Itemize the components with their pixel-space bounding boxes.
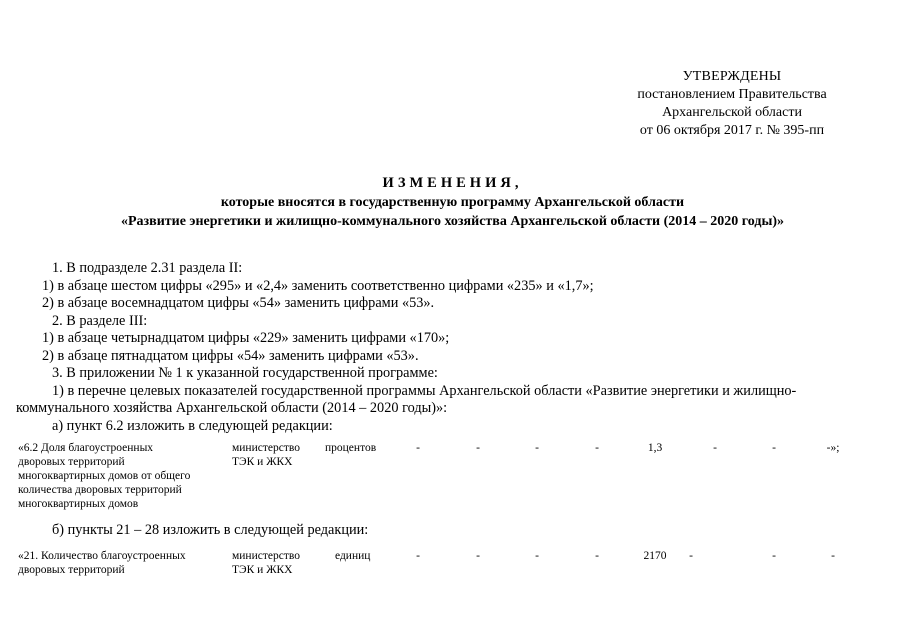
ministry-line: ТЭК и ЖКХ <box>232 564 293 576</box>
approval-stamp <box>617 68 847 140</box>
value-cell: - <box>772 442 776 454</box>
value-cell: 1,3 <box>647 442 663 454</box>
value-cell: - <box>595 550 599 562</box>
value-cell: - <box>535 550 539 562</box>
body-line: коммунального хозяйства Архангельской области (2014 – 2020 годы)»: <box>16 400 448 416</box>
value-cell: -»; <box>826 442 840 454</box>
approval-line-2: Архангельской области <box>662 105 802 120</box>
body-line: 3. В приложении № 1 к указанной государственной программе: <box>52 365 438 381</box>
row-name-cell <box>18 549 218 577</box>
value-cell: - <box>476 442 480 454</box>
row-ministry-cell <box>232 441 322 469</box>
row-ministry-cell <box>232 549 322 577</box>
body-line: 2) в абзаце восемнадцатом цифры «54» заменить цифрами «53». <box>42 295 435 311</box>
value-cell: - <box>595 442 599 454</box>
row-name-line: многоквартирных домов <box>18 498 139 510</box>
row-name-line: «6.2 Доля благоустроенных <box>18 442 154 454</box>
body-line: 1) в перечне целевых показателей государственной программы Архангельской области «Развитие энергетики и жилищно- <box>52 382 797 399</box>
document-body-cont <box>16 522 876 540</box>
value-cell: - <box>535 442 539 454</box>
approval-line-1: постановлением Правительства <box>637 87 827 102</box>
table-row <box>0 441 905 513</box>
body-line: 1) в абзаце шестом цифры «295» и «2,4» заменить соответственно цифрами «235» и «1,7»; <box>42 277 594 294</box>
value-cell: - <box>416 550 420 562</box>
row-name-line: дворовых территорий <box>18 456 125 468</box>
value-cell: - <box>689 550 693 562</box>
row-name-line: дворовых территорий <box>18 564 125 576</box>
ministry-line: министерство <box>232 442 300 454</box>
body-line: 2) в абзаце пятнадцатом цифры «54» заменить цифрами «53». <box>42 347 419 364</box>
body-line: б) пункты 21 – 28 изложить в следующей редакции: <box>52 522 369 538</box>
body-line: а) пункт 6.2 изложить в следующей редакции: <box>52 417 333 434</box>
table-row <box>0 549 905 579</box>
title-line-2: которые вносятся в государственную программу Архангельской области <box>220 195 685 210</box>
value-cell: - <box>831 550 835 562</box>
row-unit-cell: единиц <box>335 550 371 562</box>
approval-heading: УТВЕРЖДЕНЫ <box>682 69 782 84</box>
value-cell: 2170 <box>643 550 667 562</box>
row-name-cell <box>18 441 218 511</box>
body-line: 1) в абзаце четырнадцатом цифры «229» заменить цифрами «170»; <box>42 330 450 346</box>
title-main: ИЗМЕНЕНИЯ, <box>382 175 523 191</box>
approval-line-3: от 06 октября 2017 г. № 395-пп <box>639 123 825 138</box>
row-name-line: «21. Количество благоустроенных <box>18 550 186 562</box>
ministry-line: ТЭК и ЖКХ <box>232 456 293 468</box>
value-cell: - <box>772 550 776 562</box>
value-cell: - <box>476 550 480 562</box>
title-line-3: «Развитие энергетики и жилищно-коммунального хозяйства Архангельской области (2014 – 2020 годы)» <box>120 214 785 229</box>
document-body <box>16 260 876 435</box>
ministry-line: министерство <box>232 550 300 562</box>
value-cell: - <box>416 442 420 454</box>
row-unit-cell: процентов <box>325 442 377 454</box>
document-title <box>0 174 905 231</box>
row-name-line: многоквартирных домов от общего <box>18 470 191 482</box>
row-name-line: количества дворовых территорий <box>18 484 182 496</box>
body-line: 1. В подразделе 2.31 раздела II: <box>52 260 243 276</box>
value-cell: - <box>713 442 717 454</box>
body-line: 2. В разделе III: <box>52 312 148 329</box>
